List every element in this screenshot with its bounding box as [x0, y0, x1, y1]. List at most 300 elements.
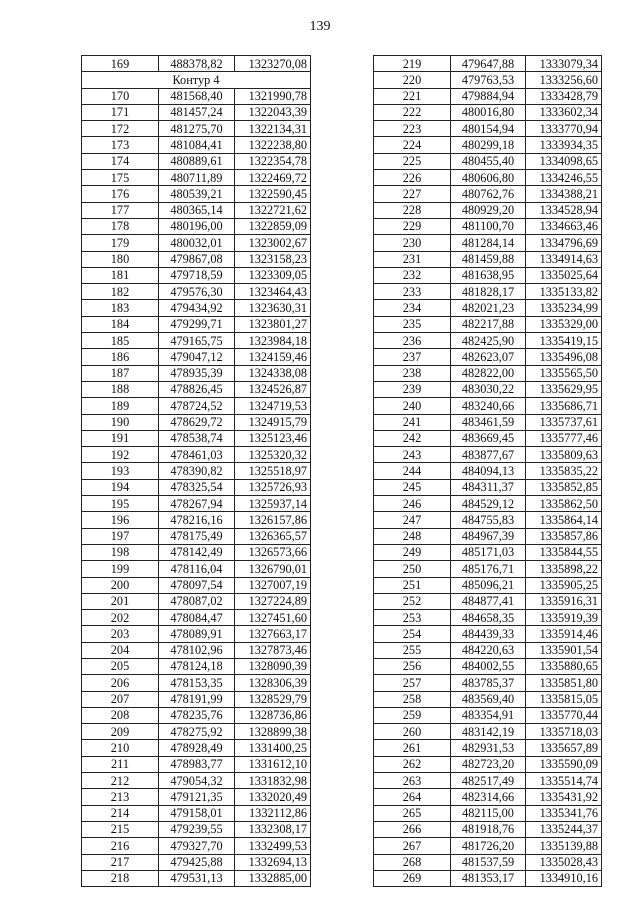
table-row: [374, 398, 602, 414]
x-coordinate-cell: 481828,17: [451, 284, 526, 300]
table-row: [374, 544, 602, 560]
table-row: [82, 235, 311, 251]
table-row: [374, 88, 602, 104]
y-coordinate-cell: 1322721,62: [235, 202, 311, 218]
x-coordinate-cell: 478629,72: [159, 414, 235, 430]
y-coordinate-cell: 1322469,72: [235, 170, 311, 186]
point-number-cell: 179: [82, 235, 159, 251]
y-coordinate-cell: 1334098,65: [526, 153, 602, 169]
y-coordinate-cell: 1323801,27: [235, 316, 311, 332]
point-number-cell: 243: [374, 447, 451, 463]
section-header-row: [82, 72, 311, 88]
x-coordinate-cell: 480762,76: [451, 186, 526, 202]
point-number-cell: 257: [374, 675, 451, 691]
x-coordinate-cell: 482217,88: [451, 316, 526, 332]
table-row: [374, 789, 602, 805]
table-row: [374, 479, 602, 495]
y-coordinate-cell: 1321990,78: [235, 88, 311, 104]
point-number-cell: 259: [374, 707, 451, 723]
y-coordinate-cell: 1334246,55: [526, 170, 602, 186]
table-row: [374, 251, 602, 267]
point-number-cell: 238: [374, 365, 451, 381]
x-coordinate-cell: 479576,30: [159, 284, 235, 300]
y-coordinate-cell: 1335844,55: [526, 544, 602, 560]
point-number-cell: 187: [82, 365, 159, 381]
x-coordinate-cell: 478142,49: [159, 544, 235, 560]
x-coordinate-cell: 484439,33: [451, 626, 526, 642]
point-number-cell: 212: [82, 773, 159, 789]
x-coordinate-cell: 483669,45: [451, 430, 526, 446]
table-row: [374, 430, 602, 446]
y-coordinate-cell: 1335431,92: [526, 789, 602, 805]
point-number-cell: 218: [82, 870, 159, 886]
y-coordinate-cell: 1322238,80: [235, 137, 311, 153]
table-row: [82, 528, 311, 544]
x-coordinate-cell: 478325,54: [159, 479, 235, 495]
y-coordinate-cell: 1324159,46: [235, 349, 311, 365]
x-coordinate-cell: 480299,18: [451, 137, 526, 153]
y-coordinate-cell: 1335718,03: [526, 724, 602, 740]
y-coordinate-cell: 1335862,50: [526, 496, 602, 512]
table-row: [82, 137, 311, 153]
table-row: [82, 756, 311, 772]
table-row: [374, 773, 602, 789]
table-row: [82, 821, 311, 837]
y-coordinate-cell: 1324338,08: [235, 365, 311, 381]
point-number-cell: 188: [82, 381, 159, 397]
x-coordinate-cell: 479867,08: [159, 251, 235, 267]
x-coordinate-cell: 479239,55: [159, 821, 235, 837]
table-row: [374, 642, 602, 658]
x-coordinate-cell: 479165,75: [159, 333, 235, 349]
table-row: [82, 675, 311, 691]
x-coordinate-cell: 481353,17: [451, 870, 526, 886]
point-number-cell: 261: [374, 740, 451, 756]
point-number-cell: 205: [82, 658, 159, 674]
y-coordinate-cell: 1335864,14: [526, 512, 602, 528]
point-number-cell: 260: [374, 724, 451, 740]
x-coordinate-cell: 482021,23: [451, 300, 526, 316]
y-coordinate-cell: 1335657,89: [526, 740, 602, 756]
table-row: [374, 72, 602, 88]
x-coordinate-cell: 484529,12: [451, 496, 526, 512]
table-row: [374, 316, 602, 332]
table-row: [374, 447, 602, 463]
y-coordinate-cell: 1322590,45: [235, 186, 311, 202]
y-coordinate-cell: 1322859,09: [235, 218, 311, 234]
x-coordinate-cell: 478267,94: [159, 496, 235, 512]
point-number-cell: 173: [82, 137, 159, 153]
y-coordinate-cell: 1334910,16: [526, 870, 602, 886]
x-coordinate-cell: 480929,20: [451, 202, 526, 218]
y-coordinate-cell: 1335139,88: [526, 838, 602, 854]
x-coordinate-cell: 480032,01: [159, 235, 235, 251]
y-coordinate-cell: 1327007,19: [235, 577, 311, 593]
x-coordinate-cell: 478275,92: [159, 724, 235, 740]
coordinates-table-right: [373, 55, 602, 887]
y-coordinate-cell: 1335025,64: [526, 267, 602, 283]
point-number-cell: 215: [82, 821, 159, 837]
x-coordinate-cell: 479327,70: [159, 838, 235, 854]
table-row: [374, 821, 602, 837]
x-coordinate-cell: 482314,66: [451, 789, 526, 805]
point-number-cell: 172: [82, 121, 159, 137]
table-row: [82, 104, 311, 120]
table-row: [374, 561, 602, 577]
point-number-cell: 265: [374, 805, 451, 821]
y-coordinate-cell: 1335329,00: [526, 316, 602, 332]
x-coordinate-cell: 480196,00: [159, 218, 235, 234]
point-number-cell: 191: [82, 430, 159, 446]
x-coordinate-cell: 484658,35: [451, 610, 526, 626]
y-coordinate-cell: 1328736,86: [235, 707, 311, 723]
table-row: [82, 496, 311, 512]
table-row: [374, 593, 602, 609]
x-coordinate-cell: 481568,40: [159, 88, 235, 104]
x-coordinate-cell: 483142,19: [451, 724, 526, 740]
x-coordinate-cell: 478087,02: [159, 593, 235, 609]
point-number-cell: 248: [374, 528, 451, 544]
table-row: [374, 610, 602, 626]
x-coordinate-cell: 484002,55: [451, 658, 526, 674]
y-coordinate-cell: 1331400,25: [235, 740, 311, 756]
x-coordinate-cell: 478538,74: [159, 430, 235, 446]
table-row: [82, 88, 311, 104]
y-coordinate-cell: 1335341,76: [526, 805, 602, 821]
x-coordinate-cell: 479425,88: [159, 854, 235, 870]
y-coordinate-cell: 1332499,53: [235, 838, 311, 854]
point-number-cell: 267: [374, 838, 451, 854]
point-number-cell: 176: [82, 186, 159, 202]
y-coordinate-cell: 1335905,25: [526, 577, 602, 593]
y-coordinate-cell: 1334388,21: [526, 186, 602, 202]
y-coordinate-cell: 1323984,18: [235, 333, 311, 349]
y-coordinate-cell: 1335809,63: [526, 447, 602, 463]
table-row: [82, 854, 311, 870]
x-coordinate-cell: 478928,49: [159, 740, 235, 756]
point-number-cell: 217: [82, 854, 159, 870]
table-row: [82, 333, 311, 349]
y-coordinate-cell: 1335916,31: [526, 593, 602, 609]
point-number-cell: 216: [82, 838, 159, 854]
y-coordinate-cell: 1323002,67: [235, 235, 311, 251]
table-body-left: [82, 56, 311, 887]
x-coordinate-cell: 484094,13: [451, 463, 526, 479]
y-coordinate-cell: 1322043,39: [235, 104, 311, 120]
x-coordinate-cell: 479647,88: [451, 56, 526, 72]
y-coordinate-cell: 1332694,13: [235, 854, 311, 870]
point-number-cell: 264: [374, 789, 451, 805]
table-row: [82, 381, 311, 397]
y-coordinate-cell: 1335851,80: [526, 675, 602, 691]
x-coordinate-cell: 479054,32: [159, 773, 235, 789]
table-row: [374, 267, 602, 283]
table-row: [374, 235, 602, 251]
x-coordinate-cell: 478724,52: [159, 398, 235, 414]
table-row: [374, 528, 602, 544]
x-coordinate-cell: 481284,14: [451, 235, 526, 251]
y-coordinate-cell: 1325518,97: [235, 463, 311, 479]
y-coordinate-cell: 1327451,60: [235, 610, 311, 626]
point-number-cell: 204: [82, 642, 159, 658]
y-coordinate-cell: 1335898,22: [526, 561, 602, 577]
point-number-cell: 185: [82, 333, 159, 349]
y-coordinate-cell: 1328899,38: [235, 724, 311, 740]
x-coordinate-cell: 478089,91: [159, 626, 235, 642]
y-coordinate-cell: 1323464,43: [235, 284, 311, 300]
table-row: [374, 153, 602, 169]
x-coordinate-cell: 483569,40: [451, 691, 526, 707]
x-coordinate-cell: 478175,49: [159, 528, 235, 544]
point-number-cell: 232: [374, 267, 451, 283]
point-number-cell: 201: [82, 593, 159, 609]
y-coordinate-cell: 1335133,82: [526, 284, 602, 300]
point-number-cell: 171: [82, 104, 159, 120]
table-row: [374, 56, 602, 72]
point-number-cell: 211: [82, 756, 159, 772]
y-coordinate-cell: 1335565,50: [526, 365, 602, 381]
x-coordinate-cell: 479047,12: [159, 349, 235, 365]
x-coordinate-cell: 480455,40: [451, 153, 526, 169]
point-number-cell: 184: [82, 316, 159, 332]
point-number-cell: 221: [374, 88, 451, 104]
table-row: [82, 512, 311, 528]
point-number-cell: 224: [374, 137, 451, 153]
table-row: [82, 740, 311, 756]
y-coordinate-cell: 1335777,46: [526, 430, 602, 446]
point-number-cell: 263: [374, 773, 451, 789]
table-row: [374, 218, 602, 234]
table-row: [82, 610, 311, 626]
x-coordinate-cell: 481537,59: [451, 854, 526, 870]
x-coordinate-cell: 478191,99: [159, 691, 235, 707]
table-row: [374, 381, 602, 397]
point-number-cell: 174: [82, 153, 159, 169]
y-coordinate-cell: 1326157,86: [235, 512, 311, 528]
table-row: [374, 805, 602, 821]
y-coordinate-cell: 1334528,94: [526, 202, 602, 218]
x-coordinate-cell: 479763,53: [451, 72, 526, 88]
point-number-cell: 177: [82, 202, 159, 218]
point-number-cell: 182: [82, 284, 159, 300]
x-coordinate-cell: 478116,04: [159, 561, 235, 577]
x-coordinate-cell: 479158,01: [159, 805, 235, 821]
y-coordinate-cell: 1335028,43: [526, 854, 602, 870]
point-number-cell: 268: [374, 854, 451, 870]
y-coordinate-cell: 1335590,09: [526, 756, 602, 772]
table-row: [374, 414, 602, 430]
x-coordinate-cell: 480711,89: [159, 170, 235, 186]
point-number-cell: 196: [82, 512, 159, 528]
y-coordinate-cell: 1335496,08: [526, 349, 602, 365]
table-row: [374, 300, 602, 316]
y-coordinate-cell: 1325726,93: [235, 479, 311, 495]
y-coordinate-cell: 1333079,34: [526, 56, 602, 72]
y-coordinate-cell: 1328529,79: [235, 691, 311, 707]
y-coordinate-cell: 1335686,71: [526, 398, 602, 414]
x-coordinate-cell: 483354,91: [451, 707, 526, 723]
section-header-cell: Контур 4: [82, 72, 311, 88]
y-coordinate-cell: 1335244,37: [526, 821, 602, 837]
x-coordinate-cell: 485176,71: [451, 561, 526, 577]
y-coordinate-cell: 1335914,46: [526, 626, 602, 642]
y-coordinate-cell: 1335880,65: [526, 658, 602, 674]
coordinates-table-left: [81, 55, 311, 887]
x-coordinate-cell: 479884,94: [451, 88, 526, 104]
x-coordinate-cell: 485096,21: [451, 577, 526, 593]
table-row: [82, 593, 311, 609]
y-coordinate-cell: 1325320,32: [235, 447, 311, 463]
x-coordinate-cell: 478235,76: [159, 707, 235, 723]
x-coordinate-cell: 478097,54: [159, 577, 235, 593]
table-row: [82, 186, 311, 202]
table-row: [374, 675, 602, 691]
x-coordinate-cell: 481726,20: [451, 838, 526, 854]
y-coordinate-cell: 1334796,69: [526, 235, 602, 251]
x-coordinate-cell: 482723,20: [451, 756, 526, 772]
table-row: [82, 153, 311, 169]
point-number-cell: 228: [374, 202, 451, 218]
x-coordinate-cell: 482931,53: [451, 740, 526, 756]
y-coordinate-cell: 1326365,57: [235, 528, 311, 544]
x-coordinate-cell: 480889,61: [159, 153, 235, 169]
y-coordinate-cell: 1334663,46: [526, 218, 602, 234]
y-coordinate-cell: 1335514,74: [526, 773, 602, 789]
y-coordinate-cell: 1335919,39: [526, 610, 602, 626]
x-coordinate-cell: 482623,07: [451, 349, 526, 365]
y-coordinate-cell: 1335835,22: [526, 463, 602, 479]
x-coordinate-cell: 488378,82: [159, 56, 235, 72]
table-row: [374, 170, 602, 186]
point-number-cell: 190: [82, 414, 159, 430]
point-number-cell: 181: [82, 267, 159, 283]
table-row: [82, 316, 311, 332]
y-coordinate-cell: 1335629,95: [526, 381, 602, 397]
table-row: [82, 805, 311, 821]
point-number-cell: 183: [82, 300, 159, 316]
y-coordinate-cell: 1325937,14: [235, 496, 311, 512]
x-coordinate-cell: 478216,16: [159, 512, 235, 528]
table-body-right: [374, 56, 602, 887]
x-coordinate-cell: 479121,35: [159, 789, 235, 805]
x-coordinate-cell: 483030,22: [451, 381, 526, 397]
point-number-cell: 213: [82, 789, 159, 805]
table-row: [374, 658, 602, 674]
table-row: [82, 658, 311, 674]
table-row: [374, 838, 602, 854]
x-coordinate-cell: 478102,96: [159, 642, 235, 658]
table-row: [82, 56, 311, 72]
x-coordinate-cell: 483877,67: [451, 447, 526, 463]
table-row: [374, 740, 602, 756]
x-coordinate-cell: 482517,49: [451, 773, 526, 789]
table-row: [374, 707, 602, 723]
x-coordinate-cell: 480606,80: [451, 170, 526, 186]
table-row: [374, 349, 602, 365]
point-number-cell: 200: [82, 577, 159, 593]
point-number-cell: 208: [82, 707, 159, 723]
x-coordinate-cell: 485171,03: [451, 544, 526, 560]
y-coordinate-cell: 1335852,85: [526, 479, 602, 495]
y-coordinate-cell: 1324719,53: [235, 398, 311, 414]
y-coordinate-cell: 1327663,17: [235, 626, 311, 642]
table-row: [374, 854, 602, 870]
table-row: [82, 121, 311, 137]
point-number-cell: 170: [82, 88, 159, 104]
point-number-cell: 206: [82, 675, 159, 691]
x-coordinate-cell: 478461,03: [159, 447, 235, 463]
y-coordinate-cell: 1328306,39: [235, 675, 311, 691]
y-coordinate-cell: 1331612,10: [235, 756, 311, 772]
point-number-cell: 266: [374, 821, 451, 837]
x-coordinate-cell: 481638,95: [451, 267, 526, 283]
x-coordinate-cell: 478124,18: [159, 658, 235, 674]
table-row: [82, 577, 311, 593]
point-number-cell: 203: [82, 626, 159, 642]
point-number-cell: 210: [82, 740, 159, 756]
point-number-cell: 231: [374, 251, 451, 267]
point-number-cell: 241: [374, 414, 451, 430]
point-number-cell: 233: [374, 284, 451, 300]
point-number-cell: 249: [374, 544, 451, 560]
table-row: [82, 561, 311, 577]
table-row: [374, 756, 602, 772]
point-number-cell: 247: [374, 512, 451, 528]
point-number-cell: 180: [82, 251, 159, 267]
point-number-cell: 195: [82, 496, 159, 512]
point-number-cell: 254: [374, 626, 451, 642]
x-coordinate-cell: 481100,70: [451, 218, 526, 234]
point-number-cell: 186: [82, 349, 159, 365]
y-coordinate-cell: 1335737,61: [526, 414, 602, 430]
table-row: [82, 463, 311, 479]
point-number-cell: 234: [374, 300, 451, 316]
point-number-cell: 235: [374, 316, 451, 332]
table-row: [374, 104, 602, 120]
x-coordinate-cell: 482822,00: [451, 365, 526, 381]
y-coordinate-cell: 1327873,46: [235, 642, 311, 658]
y-coordinate-cell: 1333256,60: [526, 72, 602, 88]
table-row: [82, 430, 311, 446]
y-coordinate-cell: 1332112,86: [235, 805, 311, 821]
table-row: [82, 691, 311, 707]
x-coordinate-cell: 481275,70: [159, 121, 235, 137]
point-number-cell: 220: [374, 72, 451, 88]
point-number-cell: 252: [374, 593, 451, 609]
x-coordinate-cell: 480016,80: [451, 104, 526, 120]
y-coordinate-cell: 1322354,78: [235, 153, 311, 169]
point-number-cell: 230: [374, 235, 451, 251]
point-number-cell: 226: [374, 170, 451, 186]
x-coordinate-cell: 484755,83: [451, 512, 526, 528]
y-coordinate-cell: 1323270,08: [235, 56, 311, 72]
x-coordinate-cell: 484967,39: [451, 528, 526, 544]
table-row: [82, 773, 311, 789]
table-row: [82, 414, 311, 430]
point-number-cell: 240: [374, 398, 451, 414]
y-coordinate-cell: 1334914,63: [526, 251, 602, 267]
x-coordinate-cell: 479718,59: [159, 267, 235, 283]
table-row: [374, 202, 602, 218]
x-coordinate-cell: 483240,66: [451, 398, 526, 414]
table-row: [374, 691, 602, 707]
y-coordinate-cell: 1335419,15: [526, 333, 602, 349]
point-number-cell: 199: [82, 561, 159, 577]
table-row: [374, 137, 602, 153]
table-row: [374, 365, 602, 381]
x-coordinate-cell: 478153,35: [159, 675, 235, 691]
table-row: [374, 186, 602, 202]
